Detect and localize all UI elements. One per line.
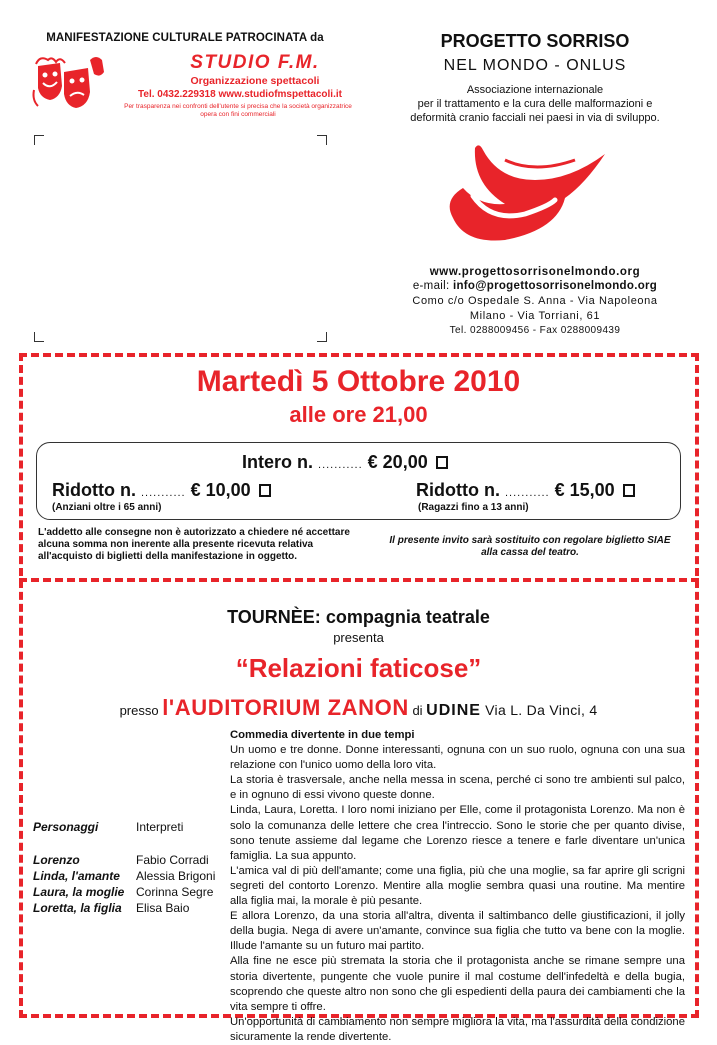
reduced-elder-checkbox[interactable] <box>259 484 271 497</box>
quantity-dots: ........... <box>318 459 363 471</box>
sponsor-subtitle: Organizzazione spettacoli <box>190 75 320 87</box>
crop-mark-br <box>317 332 327 342</box>
sponsor-note: Per trasparenza nei confronti dell'utente si precisa che la società organizzatrice opera con fini commerciali <box>124 103 352 118</box>
venue-line <box>20 695 697 721</box>
cast-row <box>33 901 223 915</box>
association-desc-line: Associazione internazionale <box>466 84 604 96</box>
elder-note: (Anziani oltre i 65 anni) <box>52 502 162 513</box>
cast-actor: Corinna Segre <box>136 885 214 899</box>
price-full-label: Intero n. <box>242 452 313 472</box>
venue-mid: di <box>408 703 427 718</box>
cast-row <box>33 885 223 899</box>
quantity-dots: ........... <box>505 487 550 499</box>
synopsis-paragraph: Linda, Laura, Loretta. I loro nomi iniziano per Elle, come il protagonista Lorenzo. Ma non è solo la comunanza delle lettere che crea l'intreccio. Sono le storie che per quanto divise, sono tenute assieme dal legame che Lorenzo riesce a tenere e farle diventare un'unica famiglia. La sua appunto. <box>230 804 685 862</box>
theatre-masks-icon <box>30 50 110 112</box>
ticket-separator <box>19 578 699 582</box>
presents-label: presenta <box>333 630 384 645</box>
cast-role: Lorenzo <box>33 853 80 867</box>
event-time: alle ore 21,00 <box>289 402 428 427</box>
cast-row <box>33 853 223 867</box>
synopsis-paragraph: Un'opportunità di cambiamento non sempre migliora la vita, ma l'assurdità della condizione sicuramente la rende divertente. <box>230 1015 685 1043</box>
show-title: “Relazioni faticose” <box>235 653 482 683</box>
sponsor-name: STUDIO F.M. <box>190 52 320 73</box>
price-full <box>242 452 448 473</box>
association-desc-line: deformità cranio facciali nei paesi in via di sviluppo. <box>410 112 660 124</box>
crop-mark-bl <box>34 332 44 342</box>
disclaimer: L'addetto alle consegne non è autorizzato a chiedere né accettare alcuna somma non inerente alla presente ricevuta relativa all'acquisto di biglietti della manifestazione in oggetto. <box>38 527 350 562</box>
siae-note-line: Il presente invito sarà sostituito con regolare biglietto SIAE <box>389 535 671 546</box>
siae-note-line: alla cassa del teatro. <box>481 547 579 558</box>
association-address-milano: Milano - Via Torriani, 61 <box>469 310 601 322</box>
synopsis-paragraph: La storia è trasversale, anche nella messa in scena, perché ci sono tre ambienti sul palco, e in ognuno di essi vivono queste donne. <box>230 774 685 802</box>
synopsis-title: Commedia divertente in due tempi <box>230 729 415 741</box>
company-label: compagnia teatrale <box>320 607 490 627</box>
synopsis-paragraph: L'amica val di più dell'amante; come una figlia, più che una moglie, sa far aprire gli scrigni segreti del contorto Lorenzo. Mentire alla moglie sembra quasi una routine. Ma mentire alla figlia mai, la morale è più pesante. <box>230 864 685 908</box>
synopsis <box>230 728 685 1045</box>
cast-actor: Alessia Brigoni <box>136 869 216 883</box>
cast-role: Linda, l'amante <box>33 869 120 883</box>
price-reduced-label: Ridotto n. <box>416 480 500 500</box>
sponsor-contact: Tel. 0432.229318 www.studiofmspettacoli.it <box>138 89 342 100</box>
crop-mark-tl <box>34 135 44 145</box>
sponsor-heading: MANIFESTAZIONE CULTURALE PATROCINATA da <box>46 32 324 44</box>
price-reduced-young-value: € 15,00 <box>554 480 615 500</box>
cast-actor: Fabio Corradi <box>136 853 209 867</box>
venue-address: Via L. Da Vinci, 4 <box>480 702 598 718</box>
association-title: PROGETTO SORRISO <box>440 31 630 51</box>
cast-row <box>33 869 223 883</box>
association-address-como: Como c/o Ospedale S. Anna - Via Napoleona <box>412 295 658 307</box>
synopsis-paragraph: Alla fine ne esce più stremata la storia che il protagonista anche se rimane sempre una storia divertente, pungente che vuole punire il mal costume dell'infedeltà e della bugia, scoprendo che queste altro non sono che gli espedienti della paura dei cambiamenti che la vita sempre ti offre. <box>230 955 685 1013</box>
email-label: e-mail: <box>412 280 453 292</box>
tour-label: TOURNÈE: <box>227 607 321 627</box>
cast-heading <box>33 820 183 834</box>
tour-line <box>20 607 697 628</box>
price-reduced-elder <box>52 480 271 501</box>
association-desc-line: per il trattamento e la cura delle malformazioni e <box>417 98 653 110</box>
price-reduced-young <box>416 480 635 501</box>
young-note: (Ragazzi fino a 13 anni) <box>418 502 529 513</box>
crop-mark-tr <box>317 135 327 145</box>
cast-role: Laura, la moglie <box>33 885 125 899</box>
quantity-dots: ........... <box>141 487 186 499</box>
cast-heading-actor: Interpreti <box>136 820 184 834</box>
association-phone: Tel. 0288009456 - Fax 0288009439 <box>449 325 621 336</box>
price-reduced-label: Ridotto n. <box>52 480 136 500</box>
price-full-value: € 20,00 <box>367 452 428 472</box>
synopsis-paragraph: Un uomo e tre donne. Donne interessanti, ognuna con un suo ruolo, ognuna con una sua relazione con l'unico uomo della loro vita. <box>230 744 685 772</box>
smile-logo-icon <box>445 140 620 260</box>
price-reduced-elder-value: € 10,00 <box>190 480 251 500</box>
venue-name: l'AUDITORIUM ZANON <box>162 695 409 720</box>
synopsis-paragraph: E allora Lorenzo, da una storia all'altra, diventa il saltimbanco delle giustificazioni, il jolly della bugia. Nega di avere un'amante, convince sua figlia che tutto va bene con la moglie. Illude l'amante su un futuro mai partito. <box>230 910 685 953</box>
cast-actor: Elisa Baio <box>136 901 190 915</box>
venue-city: UDINE <box>426 702 481 719</box>
event-date: Martedì 5 Ottobre 2010 <box>196 365 521 398</box>
association-email[interactable]: info@progettosorrisonelmondo.org <box>452 280 658 292</box>
venue-prefix: presso <box>119 703 163 718</box>
full-checkbox[interactable] <box>436 456 448 469</box>
association-description <box>370 83 700 125</box>
siae-note <box>380 535 680 559</box>
association-subtitle: NEL MONDO - ONLUS <box>443 57 627 74</box>
cast-role: Loretta, la figlia <box>33 901 122 915</box>
reduced-young-checkbox[interactable] <box>623 484 635 497</box>
association-email-line <box>370 280 700 292</box>
cast-heading-role: Personaggi <box>33 820 99 834</box>
association-website[interactable]: www.progettosorrisonelmondo.org <box>429 266 641 278</box>
